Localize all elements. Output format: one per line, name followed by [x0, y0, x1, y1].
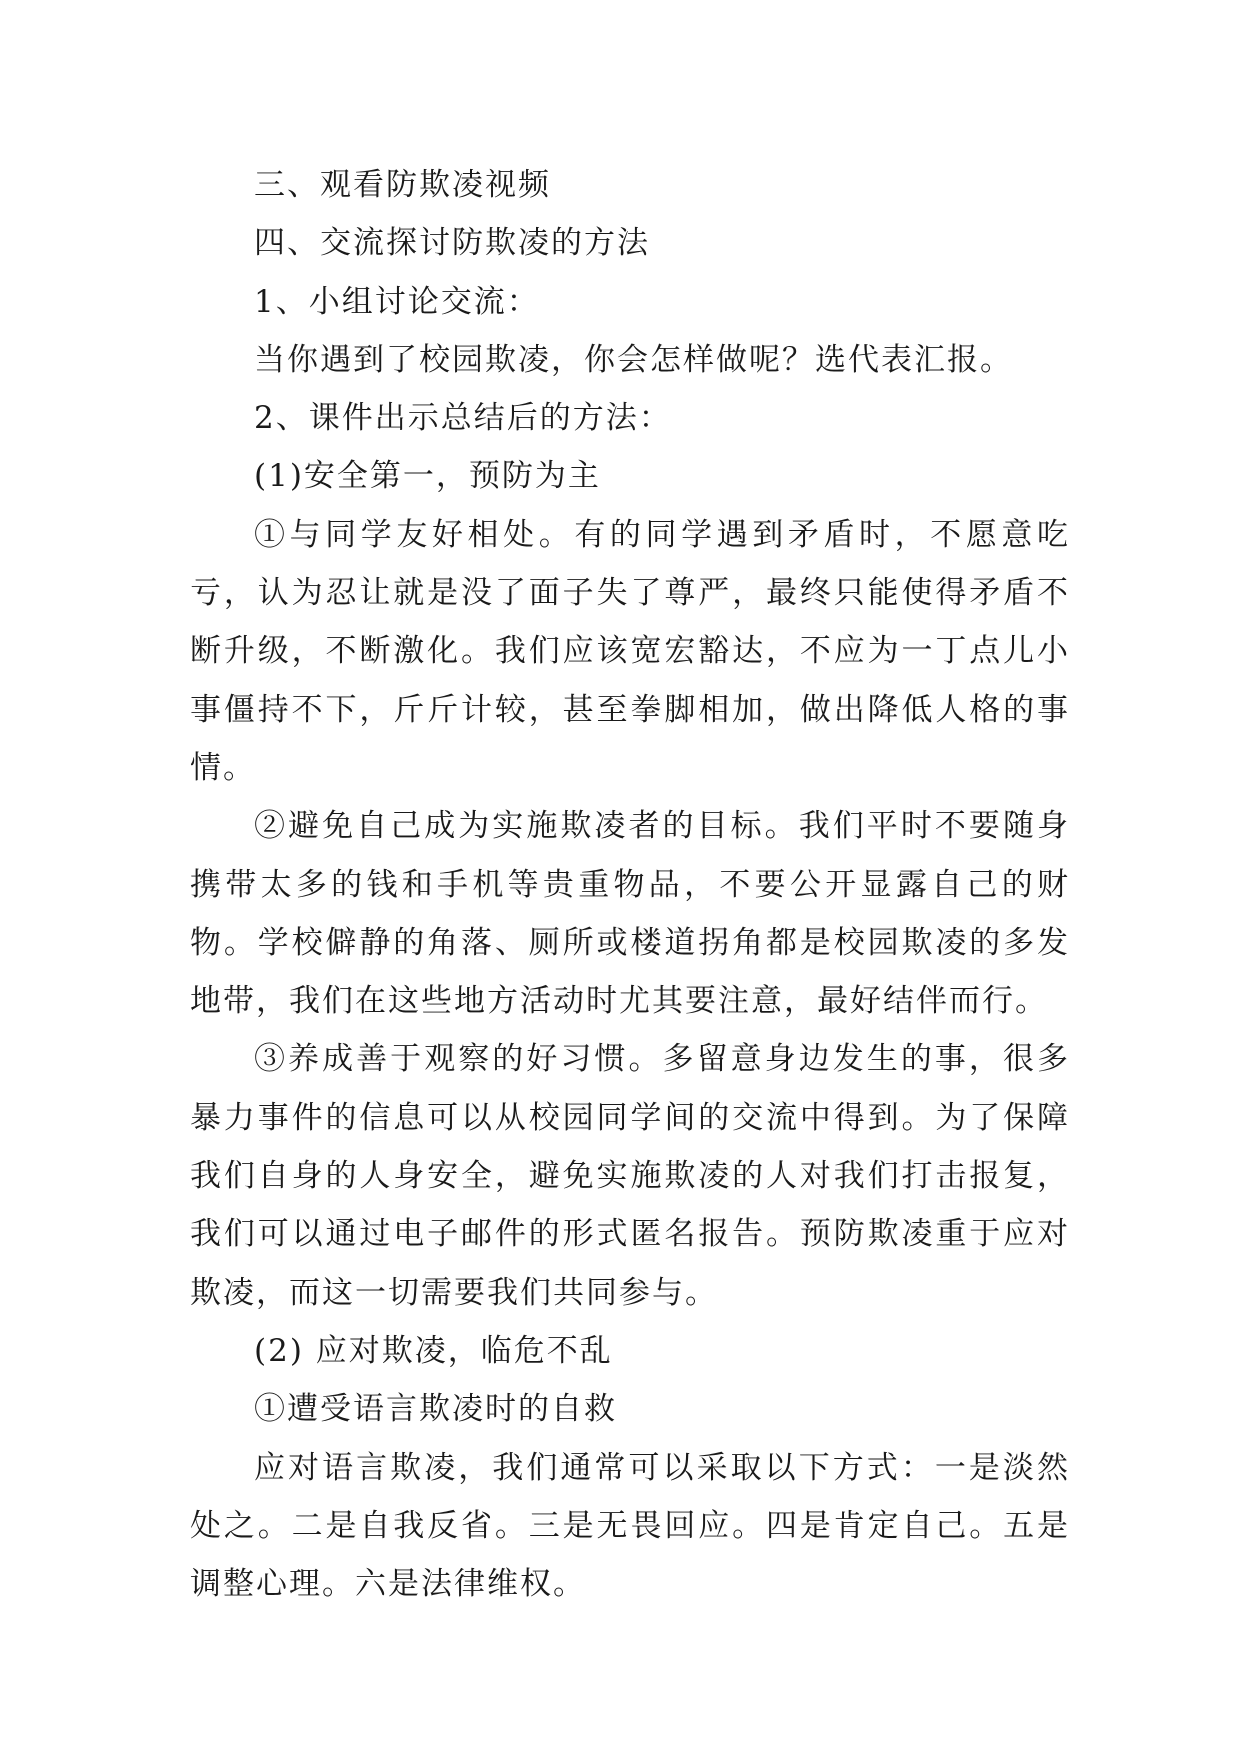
paragraph-verbal-response: 应对语言欺凌，我们通常可以采取以下方式：一是淡然处之。二是自我反省。三是无畏回应。四是肯定自己。五是调整心理。六是法律维权。	[190, 1449, 1070, 1603]
subheading-safety-first: (1)安全第一，预防为主	[254, 458, 601, 495]
item-courseware-methods: 2、课件出示总结后的方法：	[254, 400, 672, 437]
heading-watch-video: 三、观看防欺凌视频	[254, 167, 551, 203]
paragraph-get-along: ①与同学友好相处。有的同学遇到矛盾时，不愿意吃亏，认为忍让就是没了面子失了尊严，最终只能使得矛盾不断升级，不断激化。我们应该宽宏豁达，不应为一丁点儿小事僵持不下，斤斤计较，甚至拳脚相加，做出降低人格的事情。	[190, 516, 1070, 786]
paragraph-avoid-target: ②避免自己成为实施欺凌者的目标。我们平时不要随身携带太多的钱和手机等贵重物品，不要公开显露自己的财物。学校僻静的角落、厕所或楼道拐角都是校园欺凌的多发地带，我们在这些地方活动时尤其要注意，最好结伴而行。	[190, 808, 1070, 1020]
document-body	[190, 156, 1070, 1613]
subheading-respond-calmly: (2) 应对欺凌，临危不乱	[254, 1332, 613, 1369]
subheading-verbal-bullying: ①遭受语言欺凌时的自救	[254, 1391, 617, 1428]
paragraph-observe-habit: ③养成善于观察的好习惯。多留意身边发生的事，很多暴力事件的信息可以从校园同学间的交流中得到。为了保障我们自身的人身安全，避免实施欺凌的人对我们打击报复，我们可以通过电子邮件的形式匿名报告。预防欺凌重于应对欺凌，而这一切需要我们共同参与。	[190, 1041, 1070, 1311]
heading-discuss-methods: 四、交流探讨防欺凌的方法	[254, 225, 650, 262]
paragraph-question: 当你遇到了校园欺凌，你会怎样做呢？选代表汇报。	[254, 341, 1013, 378]
item-group-discussion: 1、小组讨论交流：	[254, 283, 540, 320]
